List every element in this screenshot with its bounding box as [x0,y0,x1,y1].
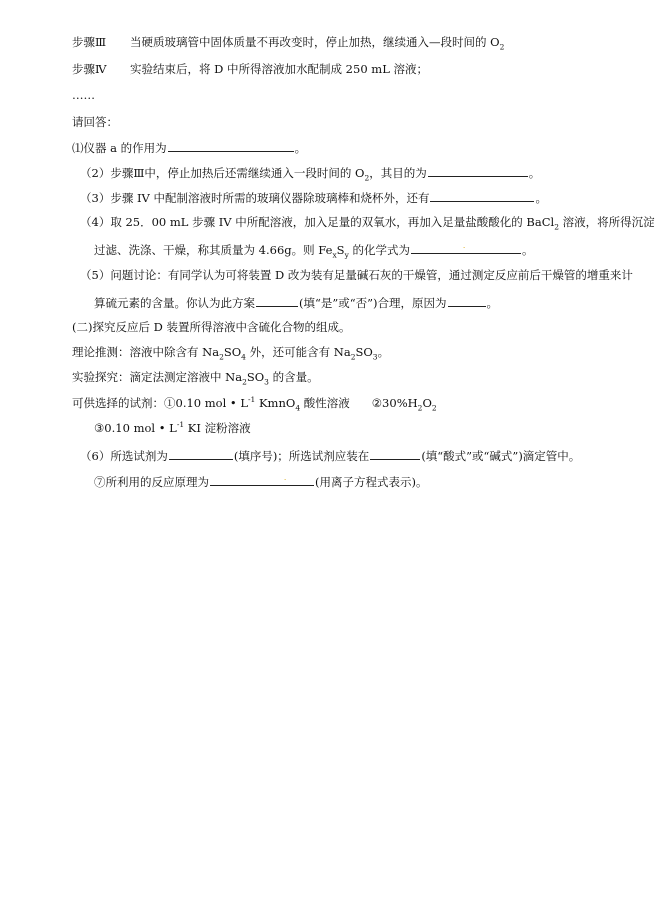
reag-sup1: -1 [248,395,256,405]
q4-sub: 2 [554,222,559,232]
step4-text: 实验结束后，将 D 中所得溶液加水配制成 250 mL 溶液； [130,62,428,76]
question-6 [80,449,580,463]
step3-sub: 2 [499,42,505,52]
reag-d: ②30%H [371,396,418,410]
theory-sub3: 2 [350,352,356,362]
question-2 [80,166,541,183]
question-4 [80,215,655,232]
reag-sub1: 4 [295,403,301,413]
q4-blank[interactable] [411,243,521,254]
ellipsis: …… [72,88,95,102]
step4-line [72,64,428,76]
q7-b: (用离子方程式表示)。 [315,475,428,489]
q2-text: （2）步骤Ⅲ中，停止加热后还需继续通入一段时间的 O [80,166,365,180]
experiment-line [72,370,319,387]
q5-blank-1[interactable] [256,296,298,307]
q1-text: ⑴仪器 a 的作用为 [72,141,167,155]
reag3-b: KI 淀粉溶液 [184,421,251,435]
q2-sub: 2 [364,173,370,183]
step4-label: 步骤Ⅳ [72,62,107,76]
q6-blank-1[interactable] [169,449,233,460]
theory-a: 理论推测：溶液中除含有 Na [72,345,220,359]
q5-blank-2[interactable] [448,296,486,307]
ink-dot-2: · [284,476,287,484]
question-4-cont [94,243,534,260]
q2-blank[interactable] [428,166,528,177]
q5-text: （5）问题讨论：有同学认为可将装置 D 改为装有足量碱石灰的干燥管，通过测定反应前后干燥管的增重来计 [80,268,633,282]
q3-blank[interactable] [430,191,534,202]
reag-b: KmnO [255,396,296,410]
reag-sub3: 2 [431,403,437,413]
q2-end: 。 [528,166,541,180]
step3-line [72,35,505,52]
part2-text: (二)探究反应后 D 装置所得溶液中含硫化合物的组成。 [72,320,351,334]
reagents-line [72,395,437,413]
question-1 [72,141,306,155]
theory-c: 外，还可能含有 Na [245,345,351,359]
q6-blank-2[interactable] [370,449,420,460]
q4-text-e: 的化学式为 [348,243,410,257]
q4-end: 。 [521,243,534,257]
q4-text-d: S [336,243,345,257]
q6-c: (填“酸式”或“碱式”)滴定管中。 [421,449,581,463]
theory-b: SO [223,345,242,359]
q4-suby: y [344,250,349,260]
please-answer-line [72,117,118,129]
q1-blank[interactable] [168,141,294,152]
theory-sub2: 4 [241,352,246,362]
reag3-a: ③0.10 mol • L [94,421,177,435]
ink-dot: · [462,244,466,252]
q3-end: 。 [535,191,547,205]
q7-a: ⑦所利用的反应原理为 [94,475,209,489]
q7-blank[interactable] [210,475,314,486]
reag3-sup: -1 [176,420,185,430]
reag-a: 可供选择的试剂：①0.10 mol • L [72,396,248,410]
q4-text-b: 溶液，将所得沉淀 [558,215,655,229]
reag-e: O [422,396,432,410]
exp-b: SO [246,370,265,384]
exp-a: 实验探究：滴定法测定溶液中 Na [72,370,243,384]
exp-c: 的含量。 [268,370,319,384]
question-5 [80,270,633,282]
q5-end: 。 [486,296,498,310]
step3-text: 当硬质玻璃管中固体质量不再改变时，停止加热，继续通入—段时间的 O [130,35,500,49]
exp-sub1: 2 [242,377,247,387]
q4-text-c: 过滤、洗涤、干燥，称其质量为 4.66g。则 Fe [94,243,333,257]
ellipsis-line [72,90,95,102]
reag-c: 酸性溶液 [300,396,350,410]
q2-text-b: ，其目的为 [369,166,427,180]
q4-text: （4）取 25．00 mL 步骤 IV 中所配溶液，加入足量的双氧水，再加入足量盐酸酸化的 BaCl [80,215,555,229]
question-3 [80,191,547,205]
theory-d: SO [355,345,373,359]
q3-text: （3）步骤 IV 中配制溶液时所需的玻璃仪器除玻璃棒和烧杯外，还有 [80,191,430,205]
q6-a: （6）所选试剂为 [80,449,168,463]
q5-text-c: (填“是”或“否”)合理，原因为 [299,296,447,310]
reag-sub2: 2 [417,403,423,413]
part-2-heading [72,322,351,334]
theory-line [72,345,390,362]
exp-sub2: 3 [264,377,269,387]
please-answer: 请回答： [72,115,118,129]
q1-end: 。 [294,141,307,155]
reagent-3-line [94,420,251,435]
theory-e: 。 [377,345,390,359]
theory-sub1: 2 [219,352,224,362]
theory-sub4: 3 [372,352,378,362]
q4-subx: x [332,250,337,260]
question-7 [94,475,427,489]
question-5-cont [94,296,498,310]
q5-text-b: 算硫元素的含量。你认为此方案 [94,296,255,310]
step3-label: 步骤Ⅲ [72,35,107,49]
q6-b: (填序号)；所选试剂应装在 [233,449,370,463]
